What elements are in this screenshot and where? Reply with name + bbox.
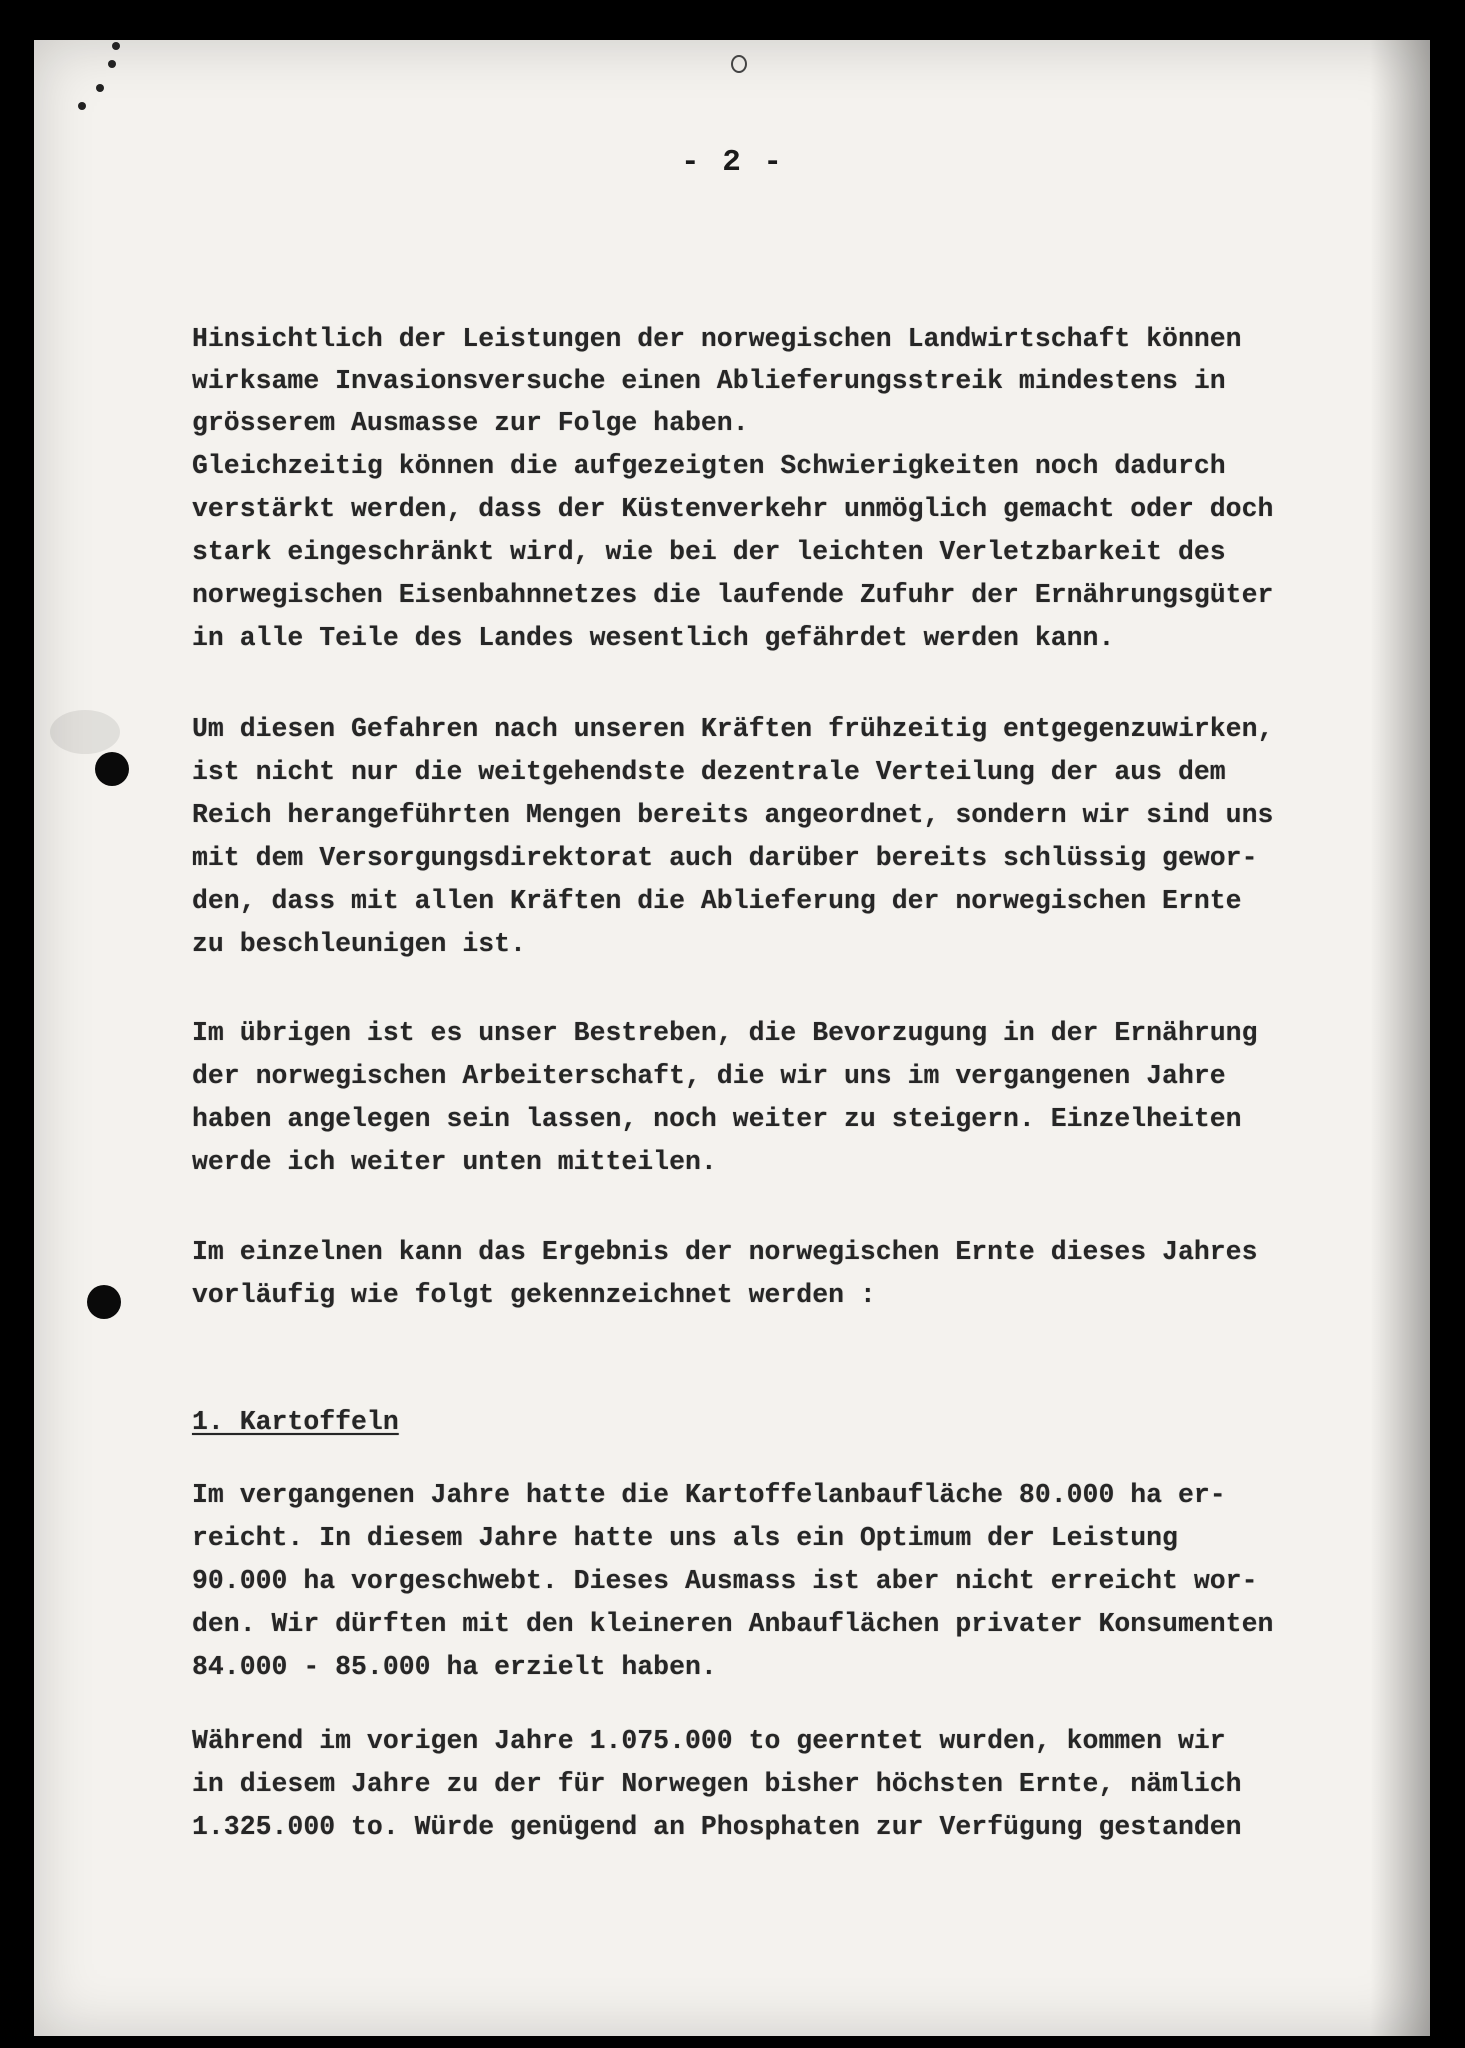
text-line: in alle Teile des Landes wesentlich gefährdet werden kann.: [192, 623, 1115, 653]
paper-stain: [50, 710, 120, 754]
text-line: Reich herangeführten Mengen bereits angeordnet, sondern wir sind uns: [192, 800, 1274, 830]
text-line: 1.325.000 to. Würde genügend an Phosphaten zur Verfügung gestanden: [192, 1812, 1242, 1842]
text-line: Während im vorigen Jahre 1.075.000 to geerntet wurden, kommen wir: [192, 1726, 1226, 1756]
text-line: grösserem Ausmasse zur Folge haben.: [192, 408, 749, 438]
text-line: stark eingeschränkt wird, wie bei der leichten Verletzbarkeit des: [192, 537, 1226, 567]
page-number: - 2 -: [680, 145, 784, 180]
text-line: in diesem Jahre zu der für Norwegen bisher höchsten Ernte, nämlich: [192, 1769, 1242, 1799]
text-line: der norwegischen Arbeiterschaft, die wir uns im vergangenen Jahre: [192, 1061, 1226, 1091]
text-line: Hinsichtlich der Leistungen der norwegischen Landwirtschaft können: [192, 324, 1242, 354]
text-line: mit dem Versorgungsdirektorat auch darüber bereits schlüssig gewor-: [192, 843, 1258, 873]
punch-hole: [95, 752, 129, 786]
text-line: zu beschleunigen ist.: [192, 929, 526, 959]
ink-ring: [731, 55, 747, 73]
text-line: 84.000 - 85.000 ha erzielt haben.: [192, 1652, 717, 1682]
text-line: 90.000 ha vorgeschwebt. Dieses Ausmass ist aber nicht erreicht wor-: [192, 1566, 1258, 1596]
text-line: Gleichzeitig können die aufgezeigten Schwierigkeiten noch dadurch: [192, 451, 1226, 481]
text-line: wirksame Invasionsversuche einen Ablieferungsstreik mindestens in: [192, 366, 1226, 396]
text-line: den, dass mit allen Kräften die Ablieferung der norwegischen Ernte: [192, 886, 1242, 916]
text-line: ist nicht nur die weitgehendste dezentrale Verteilung der aus dem: [192, 757, 1226, 787]
ink-speck: [96, 84, 104, 92]
ink-speck: [112, 42, 120, 50]
text-line: vorläufig wie folgt gekennzeichnet werden :: [192, 1280, 876, 1310]
text-line: Im einzelnen kann das Ergebnis der norwegischen Ernte dieses Jahres: [192, 1237, 1258, 1267]
page-edge-shadow: [1370, 40, 1430, 2036]
text-line: Im vergangenen Jahre hatte die Kartoffelanbaufläche 80.000 ha er-: [192, 1480, 1226, 1510]
text-line: haben angelegen sein lassen, noch weiter zu steigern. Einzelheiten: [192, 1104, 1242, 1134]
text-line: Um diesen Gefahren nach unseren Kräften frühzeitig entgegenzuwirken,: [192, 714, 1274, 744]
text-line: verstärkt werden, dass der Küstenverkehr unmöglich gemacht oder doch: [192, 494, 1274, 524]
section-heading: 1. Kartoffeln: [192, 1407, 399, 1437]
ink-speck: [108, 60, 116, 68]
text-line: Im übrigen ist es unser Bestreben, die Bevorzugung in der Ernährung: [192, 1018, 1258, 1048]
text-line: werde ich weiter unten mitteilen.: [192, 1147, 717, 1177]
punch-hole: [87, 1285, 121, 1319]
text-line: den. Wir dürften mit den kleineren Anbauflächen privater Konsumenten: [192, 1609, 1274, 1639]
text-line: reicht. In diesem Jahre hatte uns als ein Optimum der Leistung: [192, 1523, 1178, 1553]
ink-speck: [78, 102, 86, 110]
text-line: norwegischen Eisenbahnnetzes die laufende Zufuhr der Ernährungsgüter: [192, 580, 1274, 610]
